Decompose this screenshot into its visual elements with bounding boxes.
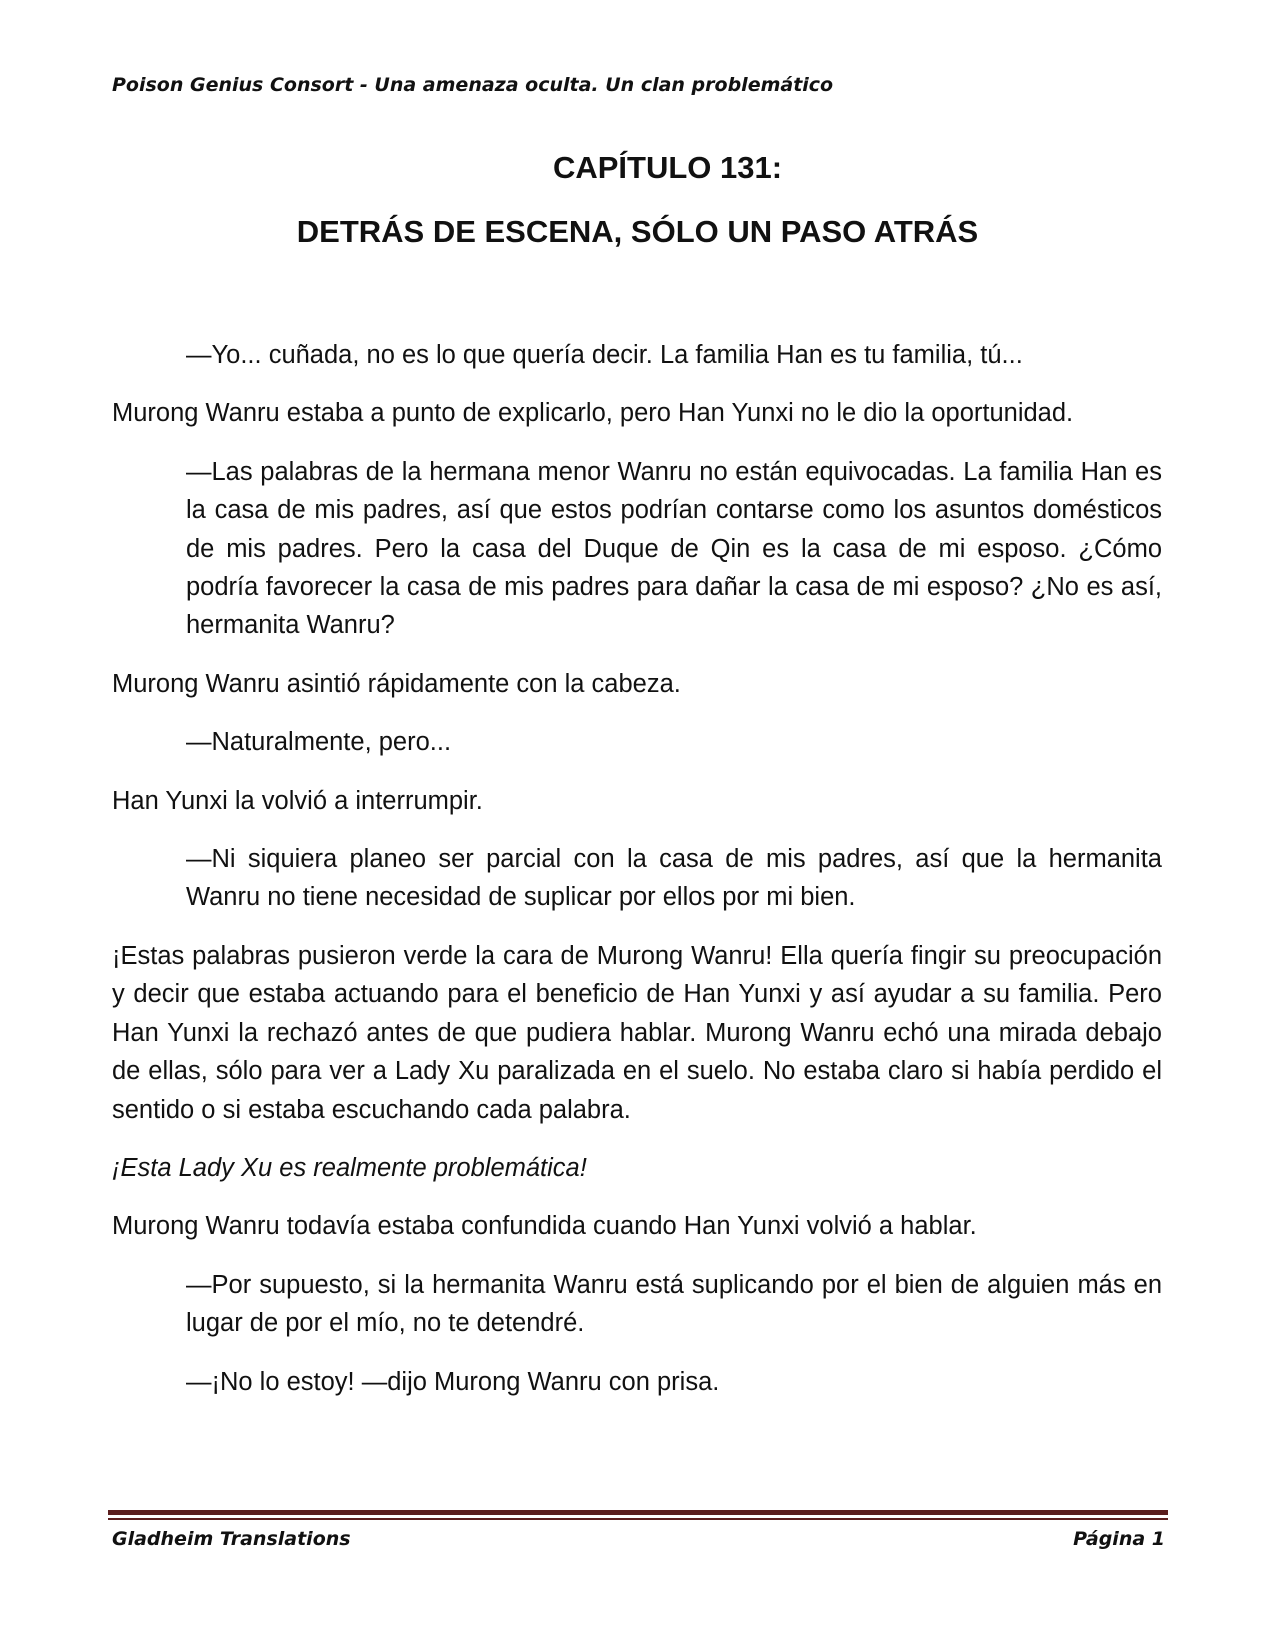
- paragraph-1: —Yo... cuñada, no es lo que quería decir. La familia Han es tu familia, tú...: [186, 341, 1023, 369]
- paragraph-11: —Por supuesto, si la hermanita Wanru está suplicando por el bien de alguien más en lugar de por el mío, no te detendré.: [186, 1270, 1162, 1338]
- paragraph-2: Murong Wanru estaba a punto de explicarlo, pero Han Yunxi no le dio la oportunidad.: [112, 399, 1074, 428]
- footer-rule-thin: [108, 1518, 1168, 1520]
- paragraph-8: ¡Estas palabras pusieron verde la cara de Murong Wanru! Ella quería fingir su preocupación y decir que estaba actuando para el beneficio de Han Yunxi y así ayudar a su familia. Pero Han Yunxi la rechazó antes de que pudiera hablar. Murong Wanru echó una mirada debajo de ellas, sólo para ver a Lady Xu paralizada en el suelo. No estaba claro si había perdido el sentido o si estaba escuchando cada palabra.: [112, 941, 1162, 1124]
- footer-page-number: Página 1: [1073, 1528, 1165, 1550]
- paragraph-7: —Ni siquiera planeo ser parcial con la casa de mis padres, así que la hermanita Wanru no tiene necesidad de suplicar por ellos por mi bien.: [186, 845, 1162, 912]
- chapter-title: DETRÁS DE ESCENA, SÓLO UN PASO ATRÁS: [296, 214, 979, 249]
- chapter-number: CAPÍTULO 131:: [552, 150, 783, 185]
- paragraph-5: —Naturalmente, pero...: [186, 728, 452, 757]
- paragraph-6: Han Yunxi la volvió a interrumpir.: [112, 786, 483, 815]
- footer-publisher: Gladheim Translations: [112, 1528, 351, 1550]
- footer-rule-thick: [108, 1510, 1168, 1515]
- running-header-title: Poison Genius Consort - Una amenaza oculta. Un clan problemático: [112, 74, 834, 96]
- body-text: [112, 336, 1162, 1421]
- paragraph-3: —Las palabras de la hermana menor Wanru no están equivocadas. La familia Han es la casa de mis padres, así que estos podrían contarse como los asuntos domésticos de mis padres. Pero la casa del Duque de Qin es la casa de mi esposo. ¿Cómo podría favorecer la casa de mis padres para dañar la casa de mi esposo? ¿No es así, hermanita Wanru?: [186, 457, 1162, 640]
- paragraph-9: ¡Esta Lady Xu es realmente problemática!: [112, 1153, 587, 1182]
- paragraph-12: —¡No lo estoy! —dijo Murong Wanru con prisa.: [186, 1367, 720, 1396]
- paragraph-10: Murong Wanru todavía estaba confundida cuando Han Yunxi volvió a hablar.: [112, 1212, 977, 1241]
- paragraph-4: Murong Wanru asintió rápidamente con la cabeza.: [112, 669, 681, 698]
